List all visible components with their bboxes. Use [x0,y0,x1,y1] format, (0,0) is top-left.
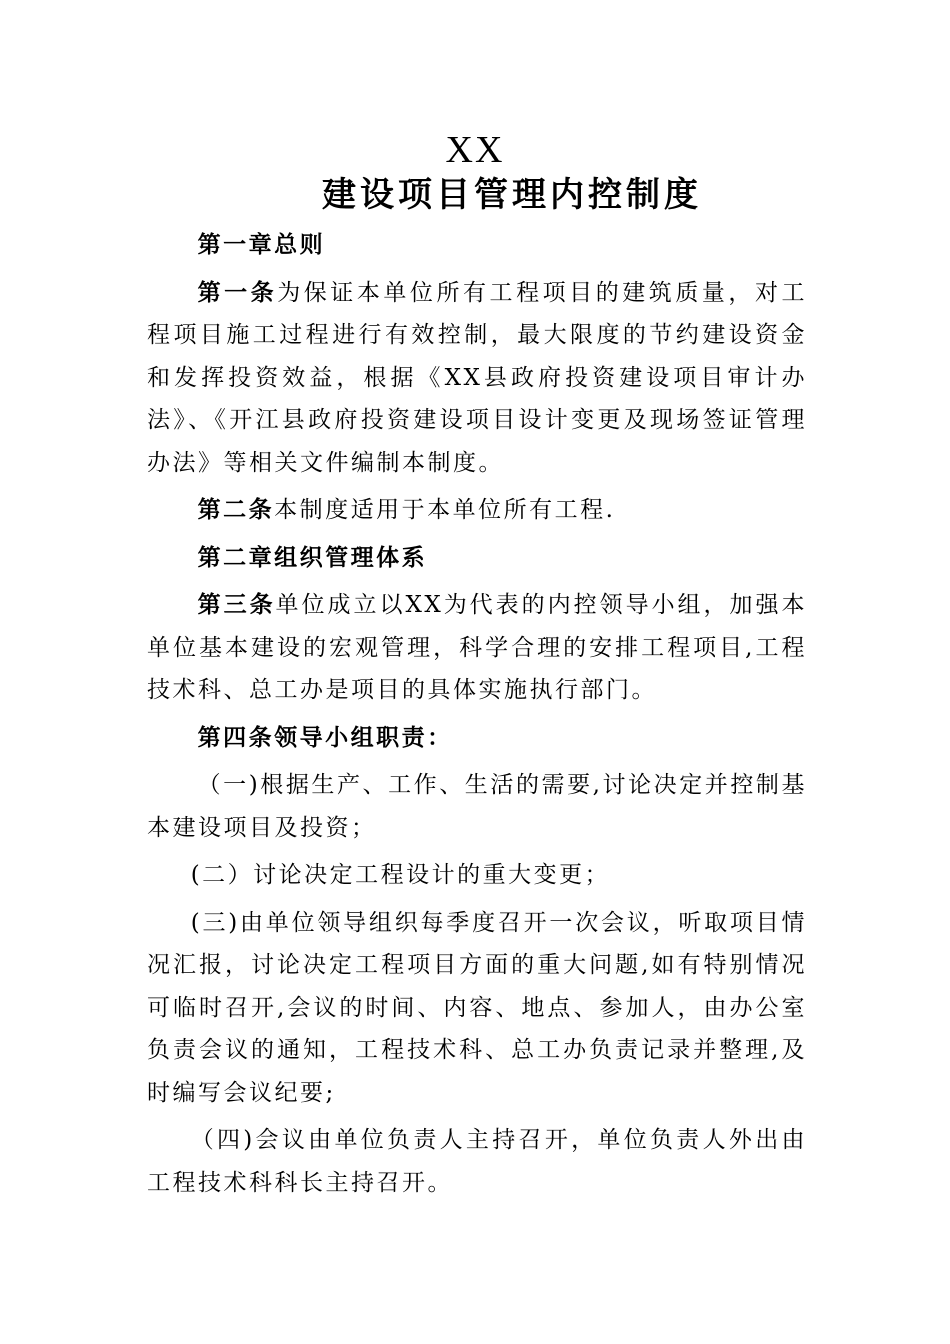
article-heading: 第四条领导小组职责： [197,723,453,751]
document-body [147,224,807,1204]
article-paragraph [147,489,807,532]
document-title-prefix: XX [445,129,505,171]
chapter-heading: 第二章组织管理体系 [197,543,428,571]
article-text: 为保证本单位所有工程项目的建筑质量，对工程项目施工过程进行有效控制，最大限度的节约建设资金和发挥投资效益，根据《XX县政府投资建设项目审计办法》、《开江县政府投资建设项目设计变更及现场签证管理办法》等相关文件编制本制度。 [147,279,808,476]
article-label: 第一条 [197,278,278,306]
list-item: (二）讨论决定工程设计的重大变更； [190,862,611,888]
chapter-heading: 第一章总则 [197,231,326,258]
article-text: 单位成立以XX为代表的内控领导小组，加强本单位基本建设的宏观管理，科学合理的安排工程项目,工程技术科、总工办是项目的具体实施执行部门。 [147,592,807,703]
list-item: (三)由单位领导组织每季度召开一次会议，听取项目情况汇报，讨论决定工程项目方面的重大问题,如有特别情况可临时召开,会议的时间、内容、地点、参加人，由办公室负责会议的通知，工程技术科、总工办负责记录并整理,及时编写会议纪要; [147,909,807,1106]
article-paragraph [147,272,807,485]
article-label: 第二条 [197,496,275,523]
article-text: 本制度适用于本单位所有工程. [274,497,616,523]
document-title: 建设项目管理内控制度 [322,175,702,215]
list-item: （一)根据生产、工作、生活的需要,讨论决定并控制基本建设项目及投资； [147,772,807,841]
article-label: 第三条 [197,591,276,618]
article-paragraph [147,584,807,712]
list-item: （四)会议由单位负责人主持召开，单位负责人外出由工程技术科科长主持召开。 [147,1127,807,1196]
